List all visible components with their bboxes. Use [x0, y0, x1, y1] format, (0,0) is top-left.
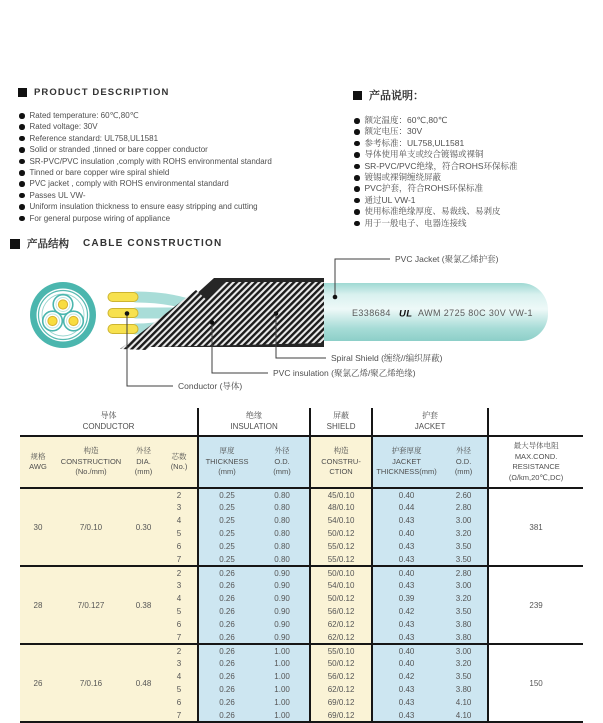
cores-cell: 5 — [161, 527, 198, 540]
insulation-od-cell: 0.80 — [255, 514, 310, 527]
bullet-dot-icon — [19, 147, 25, 153]
product-description-section — [18, 87, 350, 224]
jacket-od-cell: 3.80 — [440, 618, 488, 631]
shield-construction-cell: 50/0.12 — [310, 657, 372, 670]
jacket-thickness-cell: 0.43 — [372, 553, 440, 566]
description-item — [353, 206, 601, 217]
jacket-thickness-cell: 0.43 — [372, 540, 440, 553]
description-text: 额定温度：60℃,80℃ — [364, 115, 448, 125]
bullet-dot-icon — [354, 152, 360, 158]
insulation-thickness-cell: 0.26 — [198, 579, 255, 592]
insulation-thickness-cell: 0.25 — [198, 514, 255, 527]
jacket-thickness-cell: 0.40 — [372, 488, 440, 501]
insulation-thickness-cell: 0.25 — [198, 553, 255, 566]
shield-construction-cell: 56/0.12 — [310, 670, 372, 683]
description-item — [18, 190, 350, 201]
section-title-text: PRODUCT DESCRIPTION — [34, 87, 170, 98]
insulation-label: PVC insulation (聚氯乙烯/聚乙烯绝缘) — [273, 368, 416, 378]
jacket-thickness-cell: 0.42 — [372, 605, 440, 618]
jacket-thickness-cell: 0.43 — [372, 683, 440, 696]
insulation-od-cell: 1.00 — [255, 683, 310, 696]
jacket-thickness-cell: 0.40 — [372, 566, 440, 579]
insulation-od-cell: 1.00 — [255, 709, 310, 722]
jacket-label: PVC Jacket (聚氯乙烯护套) — [395, 254, 499, 264]
insulation-od-cell: 0.80 — [255, 488, 310, 501]
insulation-thickness-cell: 0.26 — [198, 644, 255, 657]
jacket-thickness-cell: 0.43 — [372, 618, 440, 631]
group-header-shield: 屏蔽 SHIELD — [310, 408, 372, 436]
col-header-dia: 外径 DIA. (mm) — [126, 436, 161, 488]
bullet-dot-icon — [19, 181, 25, 187]
shield-construction-cell: 50/0.12 — [310, 527, 372, 540]
jacket-thickness-cell: 0.39 — [372, 592, 440, 605]
insulation-callout-dot — [210, 320, 215, 325]
col-header-insulation-od: 外径 O.D. (mm) — [255, 436, 310, 488]
insulation-od-cell: 0.90 — [255, 566, 310, 579]
bullet-dot-icon — [354, 118, 360, 124]
shield-construction-cell: 54/0.10 — [310, 514, 372, 527]
insulation-od-cell: 1.00 — [255, 670, 310, 683]
dia-cell: 0.48 — [126, 644, 161, 722]
group-header-jacket: 护套 JACKET — [372, 408, 488, 436]
insulation-thickness-cell: 0.26 — [198, 618, 255, 631]
insulation-thickness-cell: 0.26 — [198, 683, 255, 696]
description-item — [18, 201, 350, 212]
shield-construction-cell: 56/0.12 — [310, 605, 372, 618]
shield-construction-cell: 55/0.10 — [310, 644, 372, 657]
col-header-awg: 规格 AWG — [20, 436, 56, 488]
cores-cell: 2 — [161, 566, 198, 579]
description-text: Reference standard: UL758,UL1581 — [29, 133, 159, 143]
bullet-dot-icon — [19, 193, 25, 199]
insulation-od-cell: 0.90 — [255, 592, 310, 605]
insulation-thickness-cell: 0.26 — [198, 592, 255, 605]
bullet-dot-icon — [19, 216, 25, 222]
cores-cell: 3 — [161, 501, 198, 514]
cores-cell: 7 — [161, 553, 198, 566]
jacket-callout-dot — [333, 295, 338, 300]
jacket-thickness-cell: 0.40 — [372, 644, 440, 657]
description-item — [353, 172, 601, 183]
description-item — [18, 121, 350, 132]
col-header-shield-construction: 构造 CONSTRU- CTION — [310, 436, 372, 488]
bullet-dot-icon — [19, 113, 25, 119]
table-group-header-row — [20, 408, 583, 436]
jacket-thickness-cell: 0.43 — [372, 696, 440, 709]
shield-construction-cell: 62/0.12 — [310, 631, 372, 644]
spec-table — [20, 408, 583, 723]
bullet-dot-icon — [354, 175, 360, 181]
jacket-od-cell: 3.50 — [440, 553, 488, 566]
shield-callout-dot — [274, 311, 279, 316]
jacket-thickness-cell: 0.43 — [372, 579, 440, 592]
description-item — [18, 156, 350, 167]
jacket-od-cell: 3.00 — [440, 514, 488, 527]
table-column-header-row — [20, 436, 583, 488]
description-text: Tinned or bare copper wire spiral shield — [29, 168, 170, 178]
jacket-od-cell: 3.20 — [440, 657, 488, 670]
jacket-od-cell: 3.20 — [440, 527, 488, 540]
shield-construction-cell: 62/0.12 — [310, 683, 372, 696]
resistance-cell: 239 — [488, 566, 583, 644]
description-text: Uniform insulation thickness to ensure easy stripping and cutting — [29, 202, 258, 212]
shield-construction-cell: 62/0.12 — [310, 618, 372, 631]
jacket-thickness-cell: 0.43 — [372, 514, 440, 527]
description-text: PVC护套，符合ROHS环保标准 — [364, 183, 484, 194]
jacket-od-cell: 3.20 — [440, 592, 488, 605]
description-text: For general purpose wiring of appliance — [29, 213, 171, 223]
shield-construction-cell: 54/0.10 — [310, 579, 372, 592]
cores-cell: 4 — [161, 670, 198, 683]
group-header-insulation: 绝缘 INSULATION — [198, 408, 310, 436]
insulation-thickness-cell: 0.26 — [198, 657, 255, 670]
construction-cell: 7/0.16 — [56, 644, 126, 722]
description-text: Passes UL VW- — [29, 190, 86, 200]
col-header-insulation-thickness: 厚度 THICKNESS (mm) — [198, 436, 255, 488]
table-row — [20, 488, 583, 501]
description-text: 镀锡或裸铜缠绕屏蔽 — [364, 172, 442, 183]
cable-cross-section-icon — [30, 282, 96, 348]
insulation-od-cell: 0.90 — [255, 579, 310, 592]
dia-cell: 0.38 — [126, 566, 161, 644]
dia-cell: 0.30 — [126, 488, 161, 566]
jacket-thickness-cell: 0.44 — [372, 501, 440, 514]
jacket-print — [352, 308, 533, 320]
product-description-title — [18, 87, 350, 98]
insulation-od-cell: 1.00 — [255, 696, 310, 709]
cable-construction-title-cn: 产品结构 — [27, 238, 69, 250]
cores-cell: 5 — [161, 605, 198, 618]
col-header-jacket-od: 外径 O.D. (mm) — [440, 436, 488, 488]
product-description-cn-list — [353, 115, 601, 229]
cores-cell: 2 — [161, 488, 198, 501]
bullet-dot-icon — [354, 221, 360, 227]
description-item — [353, 126, 601, 137]
description-item — [18, 167, 350, 178]
description-item — [353, 149, 601, 160]
bullet-dot-icon — [354, 186, 360, 192]
bullet-dot-icon — [354, 209, 360, 215]
description-item — [18, 133, 350, 144]
cores-cell: 7 — [161, 709, 198, 722]
cores-cell: 2 — [161, 644, 198, 657]
bullet-dot-icon — [19, 124, 25, 130]
description-item — [353, 183, 601, 194]
bullet-dot-icon — [354, 164, 360, 170]
shield-construction-cell: 69/0.12 — [310, 709, 372, 722]
product-description-cn-title — [353, 87, 601, 103]
jacket-od-cell: 4.10 — [440, 709, 488, 722]
resistance-cell: 381 — [488, 488, 583, 566]
insulation-od-cell: 0.90 — [255, 605, 310, 618]
construction-cell: 7/0.127 — [56, 566, 126, 644]
shield-construction-cell: 50/0.12 — [310, 592, 372, 605]
table-row — [20, 566, 583, 579]
cores-cell: 6 — [161, 540, 198, 553]
description-item — [18, 178, 350, 189]
cores-cell: 3 — [161, 579, 198, 592]
cores-cell: 4 — [161, 592, 198, 605]
bullet-dot-icon — [354, 141, 360, 147]
jacket-od-cell: 3.50 — [440, 540, 488, 553]
shield-construction-cell: 69/0.12 — [310, 696, 372, 709]
col-header-construction: 构造 CONSTRUCTION (No./mm) — [56, 436, 126, 488]
description-text: 通过UL VW-1 — [364, 194, 416, 205]
description-item — [353, 138, 601, 149]
jacket-od-cell: 2.80 — [440, 501, 488, 514]
description-text: PVC jacket , comply with ROHS environmental standard — [29, 179, 229, 189]
jacket-thickness-cell: 0.43 — [372, 631, 440, 644]
insulation-thickness-cell: 0.25 — [198, 501, 255, 514]
ul-logo-icon: UL — [399, 308, 413, 320]
cable-construction-title-en: CABLE CONSTRUCTION — [83, 238, 223, 249]
description-item — [18, 144, 350, 155]
insulation-od-cell: 1.00 — [255, 644, 310, 657]
construction-cell: 7/0.10 — [56, 488, 126, 566]
awg-cell: 26 — [20, 644, 56, 722]
cable-construction-diagram — [0, 250, 603, 402]
description-text: 额定电压：30V — [364, 126, 423, 137]
jacket-od-cell: 3.00 — [440, 644, 488, 657]
shield-construction-cell: 50/0.10 — [310, 566, 372, 579]
insulation-od-cell: 0.80 — [255, 540, 310, 553]
cores-cell: 5 — [161, 683, 198, 696]
description-text: 参考标准：UL758,UL1581 — [364, 137, 465, 148]
jacket-od-cell: 2.80 — [440, 566, 488, 579]
jacket-od-cell: 4.10 — [440, 696, 488, 709]
bullet-dot-icon — [354, 129, 360, 135]
cores-cell: 6 — [161, 696, 198, 709]
cable-illustration — [108, 278, 548, 350]
description-text: 用于一般电子、电器连接线 — [364, 217, 467, 228]
description-item — [353, 161, 601, 172]
jacket-od-cell: 3.50 — [440, 670, 488, 683]
shield-label: Spiral Shield (缠绕//编织屏蔽) — [331, 353, 443, 363]
insulation-od-cell: 0.80 — [255, 553, 310, 566]
spec-table-body — [20, 488, 583, 722]
jacket-thickness-cell: 0.40 — [372, 657, 440, 670]
group-header-resistance-spacer — [488, 408, 583, 436]
insulation-od-cell: 0.90 — [255, 631, 310, 644]
description-item — [18, 110, 350, 121]
shield-construction-cell: 55/0.12 — [310, 553, 372, 566]
awg-cell: 28 — [20, 566, 56, 644]
square-bullet-icon — [10, 239, 20, 249]
cores-cell: 6 — [161, 618, 198, 631]
insulation-thickness-cell: 0.26 — [198, 631, 255, 644]
insulation-thickness-cell: 0.26 — [198, 696, 255, 709]
description-text: SR-PVC/PVC insulation ,comply with ROHS environmental standard — [29, 156, 272, 166]
conductor-label: Conductor (导体) — [178, 381, 243, 391]
description-item — [353, 195, 601, 206]
bullet-dot-icon — [354, 198, 360, 204]
col-header-cores: 芯数 (No.) — [161, 436, 198, 488]
col-header-jacket-thickness: 护套厚度 JACKET THICKNESS(mm) — [372, 436, 440, 488]
square-bullet-icon — [18, 88, 27, 97]
jacket-od-cell: 3.80 — [440, 631, 488, 644]
insulation-thickness-cell: 0.25 — [198, 488, 255, 501]
bullet-dot-icon — [19, 170, 25, 176]
col-header-resistance: 最大导体电阻 MAX.COND. RESISTANCE (Ω/km,20℃,DC) — [488, 436, 583, 488]
description-text: 导体使用单支或绞合镀锡或裸铜 — [364, 149, 484, 160]
shield-construction-cell: 55/0.12 — [310, 540, 372, 553]
jacket-od-cell: 2.60 — [440, 488, 488, 501]
insulation-od-cell: 0.90 — [255, 618, 310, 631]
description-text: Rated voltage: 30V — [29, 122, 98, 132]
product-description-list — [18, 110, 350, 224]
description-text: Solid or stranded ,tinned or bare copper conductor — [29, 145, 208, 155]
description-text: 使用标准绝缘厚度、易裁线、易剥皮 — [364, 206, 501, 217]
insulation-thickness-cell: 0.26 — [198, 709, 255, 722]
jacket-thickness-cell: 0.40 — [372, 527, 440, 540]
insulation-od-cell: 0.80 — [255, 527, 310, 540]
description-item — [18, 213, 350, 224]
bullet-dot-icon — [19, 136, 25, 142]
resistance-cell: 150 — [488, 644, 583, 722]
conductor-callout-dot — [125, 311, 130, 316]
cores-cell: 3 — [161, 657, 198, 670]
table-row — [20, 644, 583, 657]
cable-construction-title — [10, 236, 222, 251]
insulation-thickness-cell: 0.26 — [198, 605, 255, 618]
jacket-print-cert: E338684 — [352, 308, 391, 318]
jacket-thickness-cell: 0.42 — [372, 670, 440, 683]
shield-construction-cell: 45/0.10 — [310, 488, 372, 501]
jacket-od-cell: 3.50 — [440, 605, 488, 618]
description-text: Rated temperature: 60℃,80℃ — [29, 111, 139, 120]
jacket-od-cell: 3.80 — [440, 683, 488, 696]
jacket-print-spec: AWM 2725 80C 30V VW-1 — [418, 308, 533, 318]
insulation-od-cell: 0.80 — [255, 501, 310, 514]
insulation-thickness-cell: 0.25 — [198, 540, 255, 553]
cores-cell: 4 — [161, 514, 198, 527]
group-header-conductor: 导体 CONDUCTOR — [20, 408, 198, 436]
shield-construction-cell: 48/0.10 — [310, 501, 372, 514]
section-title-text: 产品说明： — [369, 90, 424, 102]
insulation-thickness-cell: 0.25 — [198, 527, 255, 540]
description-item — [353, 115, 601, 126]
description-text: SR-PVC/PVC绝缘，符合ROHS环保标准 — [364, 160, 518, 171]
insulation-od-cell: 1.00 — [255, 657, 310, 670]
insulation-thickness-cell: 0.26 — [198, 566, 255, 579]
product-description-cn-section — [353, 87, 601, 229]
bullet-dot-icon — [19, 159, 25, 165]
awg-cell: 30 — [20, 488, 56, 566]
jacket-od-cell: 3.00 — [440, 579, 488, 592]
square-bullet-icon — [353, 91, 362, 100]
jacket-thickness-cell: 0.43 — [372, 709, 440, 722]
cores-cell: 7 — [161, 631, 198, 644]
description-item — [353, 218, 601, 229]
insulation-thickness-cell: 0.26 — [198, 670, 255, 683]
bullet-dot-icon — [19, 204, 25, 210]
